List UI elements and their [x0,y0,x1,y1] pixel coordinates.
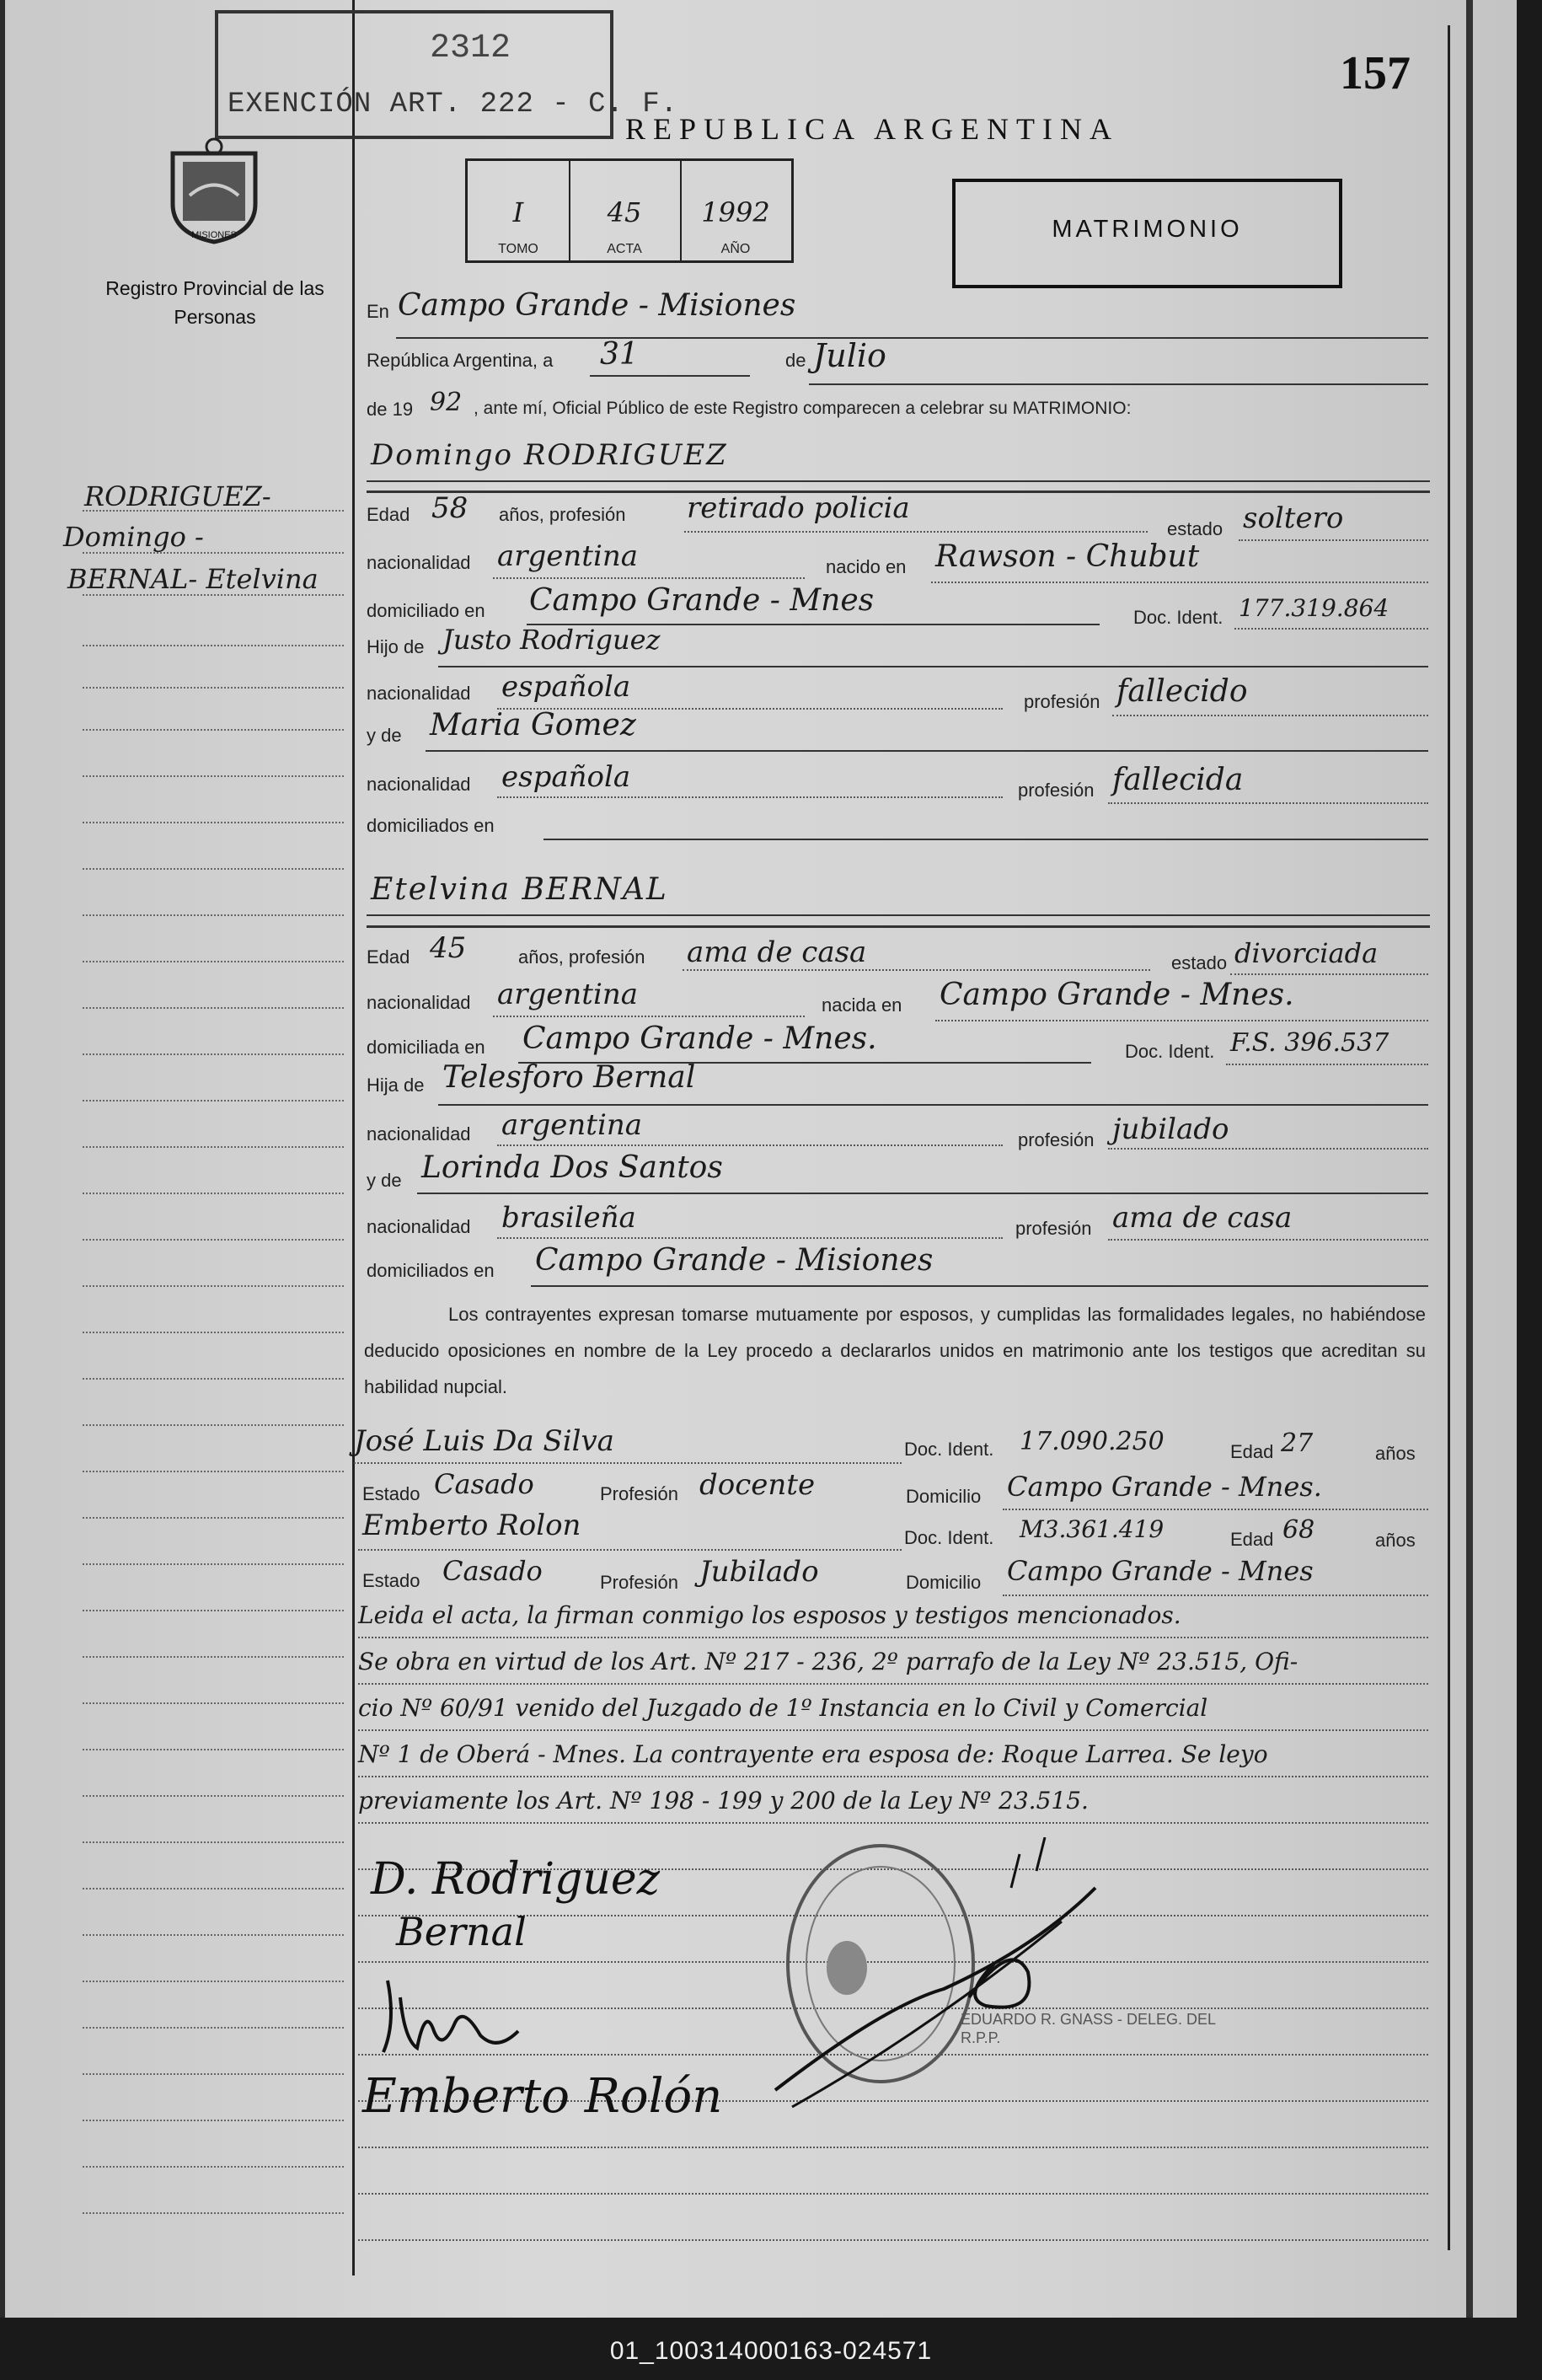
dotted-rule [358,2193,1428,2195]
dotted-rule [493,577,805,579]
bride-marital-status: divorciada [1234,937,1379,969]
bride-father-nac-label: nacionalidad [367,1123,471,1144]
groom-marital-status: soltero [1243,501,1344,535]
margin-rule [83,961,344,962]
dotted-rule [684,531,1148,533]
bride-domicile: Campo Grande - Mnes. [522,1021,877,1056]
margin-rule [83,552,344,554]
ceremony-year: 92 [430,388,463,417]
groom-doc-label: Doc. Ident. [1133,607,1223,628]
margin-rule [83,1563,344,1565]
anio-cell [680,161,791,260]
dotted-rule [497,1144,1003,1146]
margin-rule [83,1100,344,1102]
groom-mother-nac-label: nacionalidad [367,774,471,795]
dotted-rule [358,1637,1428,1638]
margin-rule [83,1053,344,1055]
dotted-rule [497,796,1003,798]
anio-value: 1992 [701,196,770,228]
bride-nacida-label: nacida en [822,994,902,1016]
groom-name: Domingo RODRIGUEZ [371,438,728,472]
groom-edad-label: Edad [367,504,410,525]
groom-father-profession: fallecido [1116,674,1248,709]
witness-1-name: José Luis Da Silva [354,1424,614,1458]
witness-1-profession: docente [699,1468,816,1502]
margin-rule [83,1517,344,1519]
witness-1-domicile: Campo Grande - Mnes. [1007,1471,1322,1503]
rule [438,1104,1428,1106]
dotted-rule [1239,539,1428,541]
margin-rule [83,1285,344,1287]
witness-1-age: 27 [1281,1429,1314,1458]
witness-1-doc-label: Doc. Ident. [904,1439,994,1460]
signature-witness-2: Emberto Rolón [362,2069,723,2124]
groom-estado-label: estado [1167,518,1223,539]
appearance-text: , ante mí, Oficial Público de este Registro comparecen a celebrar su MATRIMONIO: [474,399,1132,418]
rule [426,750,1428,752]
bride-mother-nac-label: nacionalidad [367,1216,471,1237]
margin-rule [83,1656,344,1658]
bride-hija-label: Hija de [367,1075,425,1096]
margin-rule [83,1702,344,1704]
bride-doc-number: F.S. 396.537 [1230,1028,1389,1058]
margin-rule [83,510,344,512]
margin-rule [83,1193,344,1194]
observation-line-4: Nº 1 de Oberá - Mnes. La contrayente era esposa de: Roque Larrea. Se leyo [358,1740,1268,1768]
margin-rule [83,2212,344,2214]
margin-rule [83,2120,344,2121]
witness-2-doc-label: Doc. Ident. [904,1527,994,1548]
signature-bride: Bernal [396,1909,527,1954]
ceremony-place: Campo Grande - Misiones [398,288,796,323]
observation-line-5: previamente los Art. Nº 198 - 199 y 200 de la Ley Nº 23.515. [358,1787,1089,1814]
groom-mother-prof-label: profesión [1018,780,1095,801]
groom-dom-label: domiciliado en [367,600,485,621]
margin-rule [83,1332,344,1333]
margin-rule [83,1749,344,1750]
dotted-rule [358,2147,1428,2148]
observation-line-3: cio Nº 60/91 venido del Juzgado de 1º Instancia en lo Civil y Comercial [358,1694,1208,1722]
groom-anos-label: años, profesión [499,504,626,525]
dotted-rule [358,1776,1428,1777]
margin-note-surname: RODRIGUEZ- [84,480,271,512]
groom-yde-label: y de [367,725,402,746]
dotted-rule [1234,628,1428,630]
bride-mother-prof-label: profesión [1015,1218,1092,1239]
groom-nacido-label: nacido en [826,556,907,577]
dotted-rule [493,1016,805,1017]
dotted-rule [683,969,1150,971]
bride-parents-domicile: Campo Grande - Misiones [535,1243,934,1278]
margin-rule [83,1610,344,1611]
dotted-rule [931,582,1428,583]
groom-nac-label: nacionalidad [367,552,471,573]
witness-2-marital-status: Casado [442,1555,543,1587]
witness-1-prof-label: Profesión [600,1483,678,1504]
witness-2-estado-label: Estado [362,1570,420,1591]
dotted-rule [358,2239,1428,2241]
groom-mother-profession: fallecida [1112,763,1244,797]
bride-father-prof-label: profesión [1018,1129,1095,1150]
groom-age: 58 [431,491,468,525]
margin-note-given-name: Domingo - [63,521,204,553]
rule [367,480,1430,482]
province-seal-icon [164,137,264,244]
tomo-cell [468,161,570,260]
ceremony-day: 31 [600,337,639,372]
stamp-text: EXENCIÓN ART. 222 - C. F. [228,88,679,121]
groom-father-nationality: española [501,670,631,704]
margin-rule [83,1007,344,1009]
groom-father: Justo Rodriguez [442,624,661,656]
margin-rule [83,775,344,777]
observation-line-1: Leida el acta, la firman conmigo los esposos y testigos mencionados. [358,1601,1181,1629]
witness-2-anos-label: años [1375,1530,1416,1551]
dotted-rule [1230,973,1428,975]
margin-rule [83,645,344,646]
document-type-box [952,179,1342,288]
year-prefix: de 19 [367,399,414,420]
dotted-rule [1108,1239,1428,1241]
anio-label: AÑO [720,242,751,256]
margin-rule [83,729,344,731]
bride-birthplace: Campo Grande - Mnes. [940,978,1294,1012]
margin-rule [83,1146,344,1148]
margin-rule [83,594,344,596]
bride-father-profession: jubilado [1112,1112,1229,1146]
margin-divider [352,0,355,2275]
witness-2-domicile: Campo Grande - Mnes [1007,1555,1314,1587]
bride-nationality: argentina [497,978,639,1011]
bride-estado-label: estado [1171,952,1228,973]
groom-hijo-label: Hijo de [367,636,425,657]
binding-edge [1466,0,1473,2318]
margin-rule [83,1795,344,1797]
bride-father-nationality: argentina [501,1108,643,1142]
witness-2-doc: M3.361.419 [1020,1515,1165,1543]
tomo-value: I [512,196,524,228]
margin-rule [83,2073,344,2075]
margin-rule [83,1841,344,1843]
witness-1-estado-label: Estado [362,1483,420,1504]
acta-value: 45 [607,196,642,228]
dotted-rule [358,1683,1428,1685]
groom-father-prof-label: profesión [1024,691,1100,712]
witness-1-marital-status: Casado [434,1468,534,1500]
rule [590,375,750,377]
tomo-label: TOMO [498,242,538,256]
groom-father-nac-label: nacionalidad [367,683,471,704]
record-reference-box [465,158,794,263]
margin-rule [83,1378,344,1380]
signature-groom: D. Rodriguez [371,1854,661,1905]
archive-id: 01_100314000163-024571 [609,2337,933,2365]
bride-parents-dom-label: domiciliados en [367,1260,495,1281]
margin-rule [83,2027,344,2029]
witness-2-edad-label: Edad [1230,1529,1274,1550]
dotted-rule [1226,1064,1428,1065]
margin-rule [83,868,344,870]
witness-1-doc: 17.090.250 [1020,1427,1165,1456]
witness-2-age: 68 [1282,1515,1315,1545]
dotted-rule [497,1237,1003,1239]
country-heading: REPUBLICA ARGENTINA [625,112,1120,146]
rule [367,914,1430,916]
signature-witness-1-icon [371,1972,539,2065]
dotted-rule [1108,1148,1428,1150]
margin-rule [83,2166,344,2168]
acta-cell [569,161,682,260]
margin-rule [83,1239,344,1241]
margin-note-bride: BERNAL- Etelvina [67,563,319,595]
margin-rule [83,1981,344,1982]
groom-domicile: Campo Grande - Mnes [529,583,875,618]
witness-1-anos-label: años [1375,1443,1416,1464]
republica-label: República Argentina, a [367,350,554,371]
dotted-rule [358,1549,902,1551]
dotted-rule [358,1822,1428,1824]
witness-1-dom-label: Domicilio [906,1486,982,1507]
margin-rule [83,822,344,823]
rule [438,666,1428,667]
bride-anos-label: años, profesión [518,946,645,968]
bride-yde-label: y de [367,1170,402,1191]
page-left-border [0,0,5,2318]
margin-rule [83,914,344,916]
page-number: 157 [1340,47,1411,99]
rule [396,337,1428,339]
official-stamp-text: EDUARDO R. GNASS - DELEG. DEL R.P.P. [961,2011,1216,2046]
witness-2-dom-label: Domicilio [906,1572,982,1593]
groom-birthplace: Rawson - Chubut [935,539,1200,574]
official-seal-icon [758,1837,1112,2141]
dotted-rule [354,1462,902,1464]
dotted-rule [935,1020,1428,1021]
de-label: de [785,350,806,371]
bride-mother-nationality: brasileña [501,1201,636,1235]
seal-caption: MISIONES [191,230,237,240]
en-label: En [367,301,389,322]
bride-doc-label: Doc. Ident. [1125,1041,1215,1062]
dotted-rule [358,1729,1428,1731]
legal-declaration: Los contrayentes expresan tomarse mutuamente por esposos, y cumplidas las formalidades legales, no habiéndose deducido oposiciones en nombre de la Ley procedo a declararlos unidos en matrimonio ante los testigos que acreditan su habilidad nupcial. [364,1304,1426,1397]
witness-2-profession: Jubilado [699,1555,819,1589]
bride-name: Etelvina BERNAL [371,872,668,907]
groom-parents-dom-label: domiciliados en [367,815,495,836]
observation-line-2: Se obra en virtud de los Art. Nº 217 - 236, 2º parrafo de la Ley Nº 23.515, Ofi- [358,1648,1298,1675]
bride-age: 45 [430,931,467,965]
margin-rule [83,1934,344,1936]
dotted-rule [1112,715,1428,716]
dotted-rule [1003,1509,1428,1510]
ceremony-month: Julio [813,337,886,374]
rule [543,839,1428,840]
bride-father: Telesforo Bernal [442,1060,696,1095]
margin-rule [83,1424,344,1426]
margin-rule [83,1888,344,1890]
groom-nationality: argentina [497,539,639,573]
bride-mother: Lorinda Dos Santos [421,1150,723,1185]
groom-mother-nationality: española [501,760,631,794]
rule [531,1285,1428,1287]
groom-profession: retirado policia [687,491,910,525]
bride-edad-label: Edad [367,946,410,968]
witness-1-edad-label: Edad [1230,1441,1274,1462]
bride-dom-label: domiciliada en [367,1037,485,1058]
dotted-rule [1003,1595,1428,1596]
bride-nac-label: nacionalidad [367,992,471,1013]
right-border [1448,25,1450,2250]
margin-rule [83,1471,344,1472]
witness-2-prof-label: Profesión [600,1572,678,1593]
witness-2-name: Emberto Rolon [362,1509,581,1542]
rule [809,383,1428,385]
document-type: MATRIMONIO [1052,216,1243,243]
rule [367,925,1430,928]
margin-rule [83,687,344,689]
registry-name: Registro Provincial de las Personas [105,277,324,328]
acta-label: ACTA [607,242,642,256]
bride-mother-profession: ama de casa [1112,1201,1293,1235]
groom-doc-number: 177.319.864 [1239,594,1389,622]
dotted-rule [1108,802,1428,804]
rule [417,1193,1428,1194]
bride-profession: ama de casa [687,935,867,969]
stamp-number: 2312 [430,29,511,67]
groom-mother: Maria Gomez [430,708,636,742]
